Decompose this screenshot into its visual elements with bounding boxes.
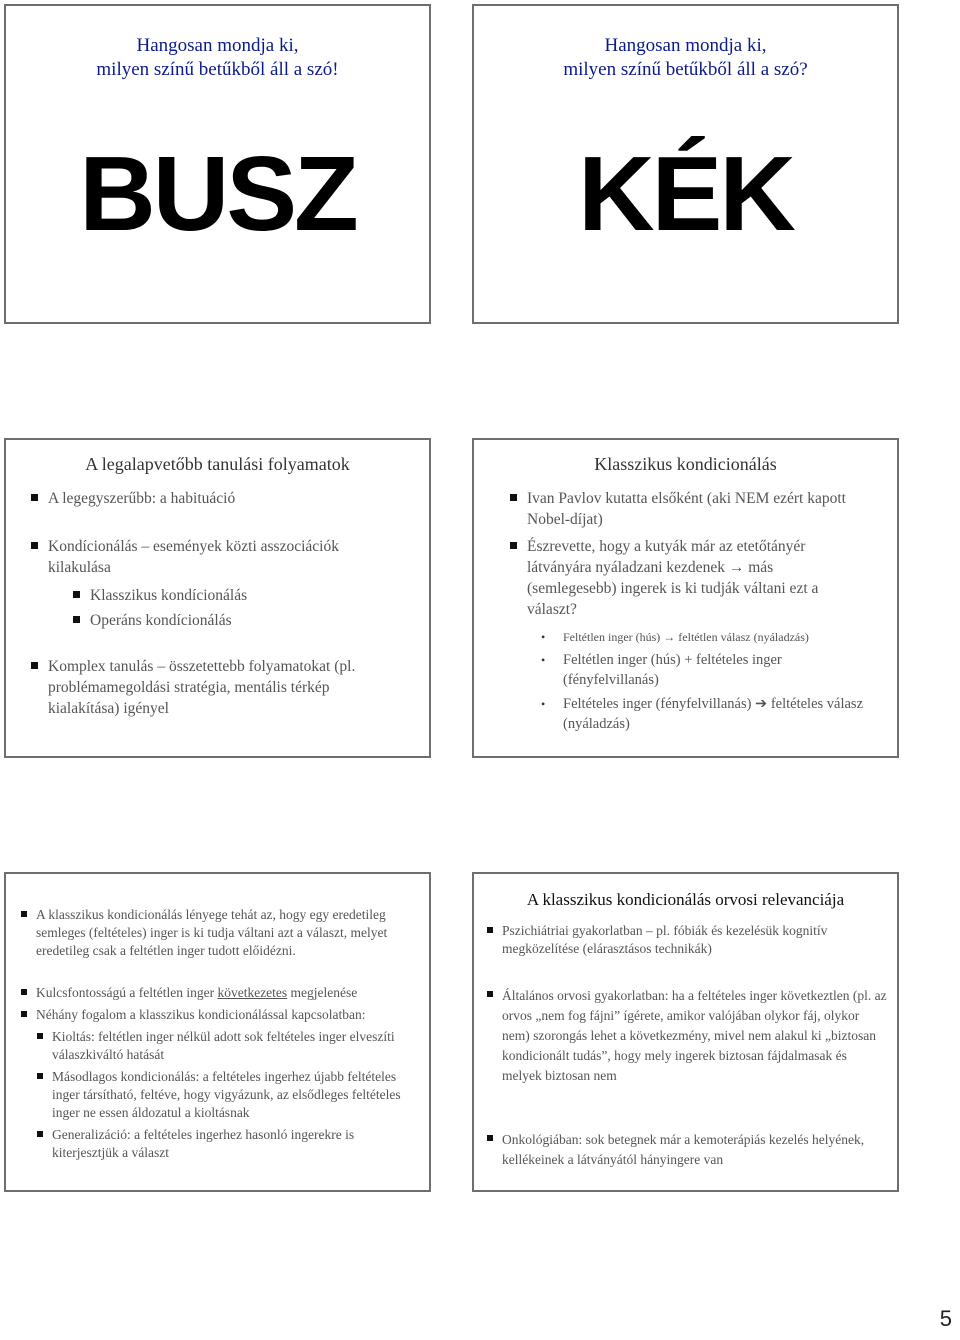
dot-bullet-icon: • (541, 653, 546, 667)
bullet-item (36, 1006, 426, 1024)
sub-bullet-item (52, 1068, 412, 1122)
slide-title: A legalapvetőbb tanulási folyamatok (85, 454, 350, 474)
sub-bullet-item (90, 585, 390, 606)
slide-medical-relevance (472, 872, 899, 1192)
dot-bullet-icon: • (541, 630, 546, 644)
slide-title: A klasszikus kondicionálás orvosi relevanciája (526, 890, 845, 909)
bullet-text: Pszichiátriai gyakorlatban – pl. fóbiák és kezelésük kognitív megközelítése (elárasztásos technikák) (502, 923, 828, 956)
square-bullet-icon (487, 927, 493, 933)
sub-bullet-item (52, 1126, 412, 1162)
bullet-text: Általános orvosi gyakorlatban: ha a feltételes inger következtlen (pl. az orvos „nem fog fájni” ígérete, amikor valójában olykor fáj, olykor nem) szorongás lehet a következmény, mivel nem alakul ki „biztosan kondicionált tudás”, hogy mely ingerek biztosan fájdalmasak és melyek biztosan nem (502, 988, 887, 1083)
slide-classical-conditioning (472, 438, 899, 758)
square-bullet-icon (487, 1135, 493, 1141)
bullet-text: Komplex tanulás – összetettebb folyamatokat (pl. problémamegoldási stratégia, mentális térkép kialakítása) igényel (48, 658, 356, 717)
sub-bullet-item (541, 694, 864, 734)
bullet-item (36, 984, 421, 1002)
bullet-item (502, 1130, 887, 1170)
underlined-word: következetes (217, 985, 288, 1000)
bullet-text: Feltétlen inger (hús) + feltételes inger (fényfelvillanás) (563, 652, 782, 688)
bullet-text: Kondícionálás – események közti asszociációk kilakulása (48, 538, 339, 576)
bullet-text: megjelenése (287, 985, 358, 1000)
slide-prompt (6, 34, 429, 82)
bullet-item (48, 656, 393, 719)
bullet-text: Feltétlen inger (hús) → feltétlen válasz (nyáladzás) (563, 630, 809, 644)
bullet-text: Néhány fogalom a klasszikus kondicionálással kapcsolatban: (36, 1007, 366, 1022)
bullet-text: Másodlagos kondicionálás: a feltételes ingerhez újabb feltételes inger társítható, feltéve, hogy vigyázunk, az elsődleges feltételes inger ne essen áldozatul a kioltásnak (52, 1069, 401, 1120)
bullet-item (502, 986, 887, 1086)
square-bullet-icon (21, 989, 27, 995)
slide-prompt (474, 34, 897, 82)
bullet-text: Kulcsfontosságú a feltétlen inger (36, 985, 218, 1000)
bullet-text: Generalizáció: a feltételes ingerhez hasonló ingerekre is kiterjesztjük a választ (52, 1127, 355, 1160)
square-bullet-icon (510, 494, 517, 501)
sub-bullet-item (541, 650, 863, 690)
bullet-item (36, 906, 416, 960)
square-bullet-icon (487, 991, 493, 997)
prompt-line: Hangosan mondja ki, (604, 35, 767, 56)
bullet-text: Kioltás: feltétlen inger nélkül adott sok feltételes inger elveszíti válaszkiváltó hatását (52, 1029, 395, 1062)
square-bullet-icon (31, 662, 38, 669)
bullet-text: Feltételes inger (fényfelvillanás) ➔ feltételes válasz (nyáladzás) (563, 696, 864, 732)
prompt-line: milyen színű betűkből áll a szó! (96, 59, 339, 80)
square-bullet-icon (21, 911, 27, 917)
bullet-item (502, 922, 887, 958)
bullet-text: Onkológiában: sok betegnek már a kemoterápiás kezelés helyének, kellékeinek a látványától hányingere van (502, 1132, 865, 1167)
bullet-text: Ivan Pavlov kutatta elsőként (aki NEM ezért kapott Nobel-díjat) (527, 490, 846, 528)
stroop-word: BUSZ (79, 135, 356, 253)
dot-bullet-icon: • (541, 697, 546, 711)
bullet-item (527, 536, 862, 620)
stroop-word: KÉK (578, 135, 793, 253)
bullet-text: Észrevette, hogy a kutyák már az etetőtányér látványára nyáladzani kezdenek → más (semlegesebb) ingerek is ki tudják váltani ezt a választ? (527, 538, 819, 618)
slide-learning-processes (4, 438, 431, 758)
bullet-text: Operáns kondícionálás (90, 612, 232, 629)
square-bullet-icon (37, 1131, 43, 1137)
square-bullet-icon (73, 591, 80, 598)
prompt-line: Hangosan mondja ki, (136, 35, 299, 56)
slide-busz (4, 4, 431, 324)
bullet-item (48, 536, 388, 578)
square-bullet-icon (31, 494, 38, 501)
bullet-text: Klasszikus kondícionálás (90, 587, 248, 604)
square-bullet-icon (510, 542, 517, 549)
prompt-line: milyen színű betűkből áll a szó? (563, 59, 808, 80)
square-bullet-icon (37, 1033, 43, 1039)
bullet-item (48, 488, 418, 509)
square-bullet-icon (31, 542, 38, 549)
sub-bullet-item (52, 1028, 412, 1064)
sub-bullet-item (90, 610, 390, 631)
sub-bullet-item (541, 628, 883, 646)
slide-conditioning-essence (4, 872, 431, 1192)
square-bullet-icon (37, 1073, 43, 1079)
page-number: 5 (939, 1306, 952, 1331)
slide-title: Klasszikus kondicionálás (594, 454, 777, 474)
bullet-item (527, 488, 857, 530)
bullet-text: A klasszikus kondicionálás lényege tehát az, hogy egy eredetileg semleges (feltételes) inger is ki tudja váltani azt a választ, melyet eredetileg csak a feltétlen inger tudott előidézni. (36, 907, 388, 958)
slide-kek (472, 4, 899, 324)
square-bullet-icon (21, 1011, 27, 1017)
square-bullet-icon (73, 616, 80, 623)
bullet-text: A legegyszerűbb: a habituáció (48, 490, 236, 507)
